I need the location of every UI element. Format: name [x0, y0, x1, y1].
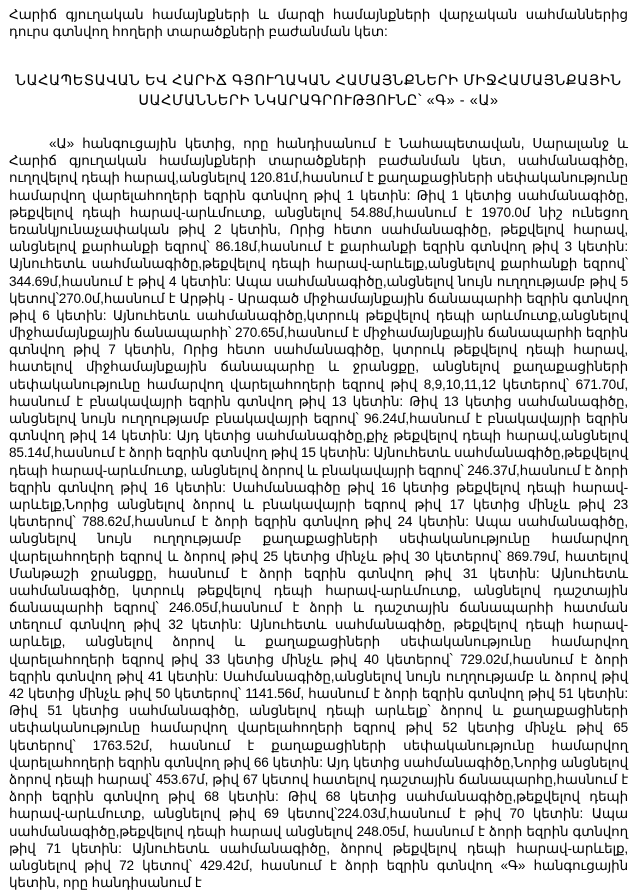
- title-line-1: ՆԱՀԱՊԵՏԱՎԱՆ ԵՎ ՀԱՐԻՃ ԳՅՈՒՂԱԿԱՆ ՀԱՄԱՅՆՔՆԵՐԻ ՄԻՋՀԱՄԱՅՆՔԱՅԻՆ: [15, 73, 622, 89]
- body-paragraph: «Ա» հանգուցային կետից, որը հանդիսանում է Նահապետավան, Սարալանջ և Հարիճ գյուղական համայնքների տարածքների բաժանման կետ, սահմանագիծը, ուղղվելով դեպի հարավ,անցնելով 120.81մ,հասնում է քաղաքացիների սեփականությունը համարվող վարելահողերի եզրին գտնվող թիվ 1 կետին: Թիվ 1 կետից սահմանագիծը, թեքվելով դեպի հարավ-արևմուտք, անցնելով 54.88մ,հասնում է 1970.0մ նիշ ունեցող եռանկյունաչափական թիվ 2 կետին, Որից հետո սահմանագիծը, թեքվելով հարավ, անցնելով քարհանքի եզրով՝ 86.18մ,հասնում է քարհանքի եզրին գտնվող թիվ 3 կետին: Այնուհետև սահմանագիծը,թեքվելով դեպի հարավ-արևելք,անցնելով քարհանքի եզրով՝ 344.69մ,հասնում է թիվ 4 կետին: Ապա սահմանագիծը,անցնելով նույն ուղղությամբ թիվ 5 կետով՝270.0մ,հասնում է Արթիկ - Արագած միջհամայնքային ճանապարհի եզրին գտնվող թիվ 6 կետին: Այնուհետև սահմանագիծը,կտրուկ թեքվելով դեպի արևմուտք,անցնելով միջհամայնքային ճանապարհի՝ 270.65մ,հասնում է միջհամայնքային ճանապարհի եզրին գտնվող թիվ 7 կետին, Որից հետո սահմանագիծը, կտրուկ թեքվելով դեպի հարավ, հատելով միջհամայնքային ճանապարհը և ջրանցքը, անցնելով քաղաքացիների սեփականությունը համարվող վարելահողերի եզրով թիվ 8,9,10,11,12 կետերով՝ 671.70մ, հասնում է բնակավայրի եզրին գտնվող թիվ 13 կետին: Թիվ 13 կետից սահմանագիծը, անցնելով նույն ուղղությամբ բնակավայրի եզրով՝ 96.24մ,հասնում է բնակավայրի եզրին գտնվող թիվ 14 կետին: Այդ կետից սահմանագիծը,քիչ թեքվելով դեպի հարավ,անցնելով 85.14մ,հասնում է ձորի եզրին գտնվող թիվ 15 կետին: Այնուհետև սահմանագիծը,թեքվելով դեպի հարավ-արևմուտք, անցնելով ձորով և բնակավայրի եզրով՝ 246.37մ,հասնում է ձորի եզրին գտնվող թիվ 16 կետին: Սահմանագիծը թիվ 16 կետից թեքվելով դեպի հարավ-արևելք,Նորից անցնելով ձորով և բնակավայրի եզրով թիվ 17 կետից մինչև թիվ 23 կետերով՝ 788.62մ,հասնում է ձորի եզրին գտնվող թիվ 24 կետին: Ապա սահմանագիծը, անցնելով նույն ուղղությամբ քաղաքացիների սեփականությունը համարվող վարելահողերի եզրով և ձորով թիվ 25 կետից մինչև թիվ 30 կետերով՝ 869.79մ, հատելով Մանթաշի ջրանցքը, հասնում է ձորի եզրին գտնվող թիվ 31 կետին: Այնուհետև սահմանագիծը, կտրուկ թեքվելով դեպի հարավ-արևմուտք, անցնելով դաշտային ճանապարհի եզրով՝ 246.05մ,հասնում է ձորի և դաշտային ճանապարհի հատման տեղում գտնվող թիվ 32 կետին: Այնուհետև սահմանագիծը, թեքվելով դեպի հարավ-արևելք, անցնելով ձորով և քաղաքացիների սեփականությունը համարվող վարելահողերի եզրով թիվ 33 կետից մինչև թիվ 40 կետերով՝ 729.02մ,հասնում է ձորի եզրին գտնվող թիվ 41 կետին: Սահմանագիծը,անցնելով նույն ուղղությամբ և ձորով թիվ 42 կետից մինչև թիվ 50 կետերով՝ 1141.56մ, հասնում է ձորի եզրին գտնվող թիվ 51 կետին: Թիվ 51 կետից սահմանագիծը, անցնելով դեպի արևելք՝ ձորով և քաղաքացիների սեփականությունը համարվող վարելահողերի եզրով թիվ 52 կետից մինչև թիվ 65 կետերով՝ 1763.52մ, հասնում է քաղաքացիների սեփականությունը համարվող վարելահողերի եզրին գտնվող թիվ 66 կետին: Այդ կետից սահմանագիծը,Նորից անցնելով ձորով դեպի հարավ՝ 453.67մ, թիվ 67 կետով հատելով դաշտային ճանապարհը,հասնում է ձորի եզրին գտնվող թիվ 68 կետին: Թիվ 68 կետից սահմանագիծը,թեքվելով դեպի հարավ-արևմուտք, անցնելով թիվ 69 կետով՝224.03մ,հասնում է թիվ 70 կետին: Ապա սահմանագիծը,թեքվելով դեպի հարավ անցնելով 248.05մ, հասնում է ձորի եզրին գտնվող թիվ 71 կետին: Այնուհետև սահմանագիծը, ձորով թեքվելով դեպի հարավ-արևելք, անցնելով թիվ 72 կետով՝ 429.42մ, հասնում է ձորի եզրին գտնվող «Գ» հանգուցային կետին, որը հանդիսանում է: [9, 136, 628, 891]
- section-title: [9, 71, 628, 111]
- title-line-2: ՍԱՀՄԱՆՆԵՐԻ ՆԿԱՐԱԳՐՈՒԹՅՈՒՆԸ՝ «Գ» - «Ա»: [138, 93, 499, 109]
- intro-paragraph: Հարիճ գյուղական համայնքների և մարզի համայնքների վարչական սահմաններից դուրս գտնվող հողերի տարածքների բաժանման կետ:: [9, 7, 628, 39]
